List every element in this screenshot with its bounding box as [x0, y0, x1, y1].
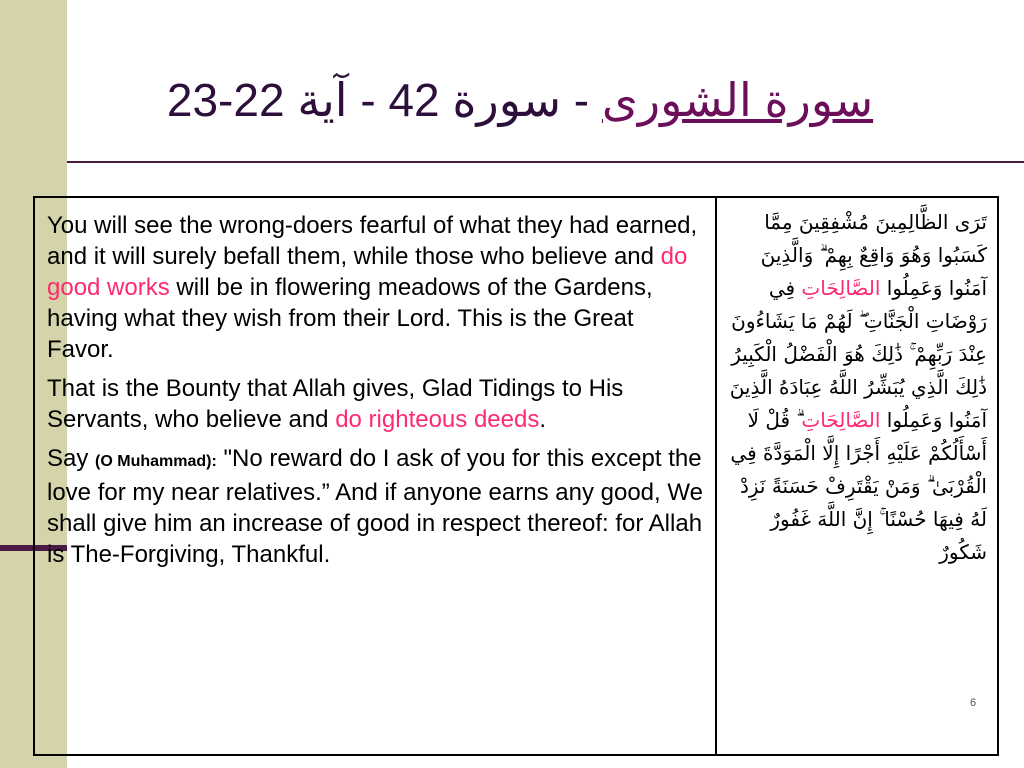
slide-number: 6: [970, 697, 977, 709]
highlight-word: الصَّالِحَاتِ: [801, 276, 881, 300]
highlight-word: الصَّالِحَاتِ: [801, 408, 881, 432]
english-paragraph-3: Say (O Muhammad): "No reward do I ask of you for this except the love for my near relatives.” And if anyone earns any good, We shall give him an increase of good in respect thereof: for Allah is The-Forgiving, Thankful.: [47, 445, 703, 568]
title-link[interactable]: سورة الشورى: [601, 74, 874, 126]
title-divider: [67, 161, 1024, 163]
arabic-verse-22: تَرَى الظَّالِمِينَ مُشْفِقِينَ مِمَّا كَسَبُوا وَهُوَ وَاقِعٌ بِهِمْ ۗ وَالَّذِينَ آمَنُوا وَعَمِلُوا الصَّالِحَاتِ فِي رَوْضَاتِ الْجَنَّاتِ ۖ لَهُمْ مَا يَشَاءُونَ عِنْدَ رَبِّهِمْ ۚ ذَٰلِكَ هُوَ الْفَضْلُ الْكَبِيرُ: [731, 210, 987, 366]
title-rest: - سورة 42 - آية 22-23: [166, 74, 602, 126]
arabic-verse-cell: [717, 198, 997, 754]
highlight-phrase: do good works: [47, 243, 688, 301]
english-paragraph-1: You will see the wrong-doers fearful of what they had earned, and it will surely befall them, while those who believe and do good works will be in flowering meadows of the Gardens, having what they wish from their Lord. This is the Great Favor.: [47, 212, 698, 363]
slide-title: [100, 60, 940, 140]
english-translation-cell: [35, 198, 717, 754]
english-paragraph-2: That is the Bounty that Allah gives, Glad Tidings to His Servants, who believe and do righteous deeds.: [47, 375, 624, 433]
highlight-phrase: do righteous deeds: [335, 406, 540, 433]
aside-note: (O Muhammad):: [95, 453, 217, 470]
arabic-verse-23: ذَٰلِكَ الَّذِي يُبَشِّرُ اللَّهُ عِبَادَهُ الَّذِينَ آمَنُوا وَعَمِلُوا الصَّالِحَاتِ ۗ قُلْ لَا أَسْأَلُكُمْ عَلَيْهِ أَجْرًا إِلَّا الْمَوَدَّةَ فِي الْقُرْبَىٰ ۗ وَمَنْ يَقْتَرِفْ حَسَنَةً نَزِدْ لَهُ فِيهَا حُسْنًا ۚ إِنَّ اللَّهَ غَفُورٌ شَكُورٌ: [729, 375, 987, 564]
verse-table: [33, 196, 999, 756]
